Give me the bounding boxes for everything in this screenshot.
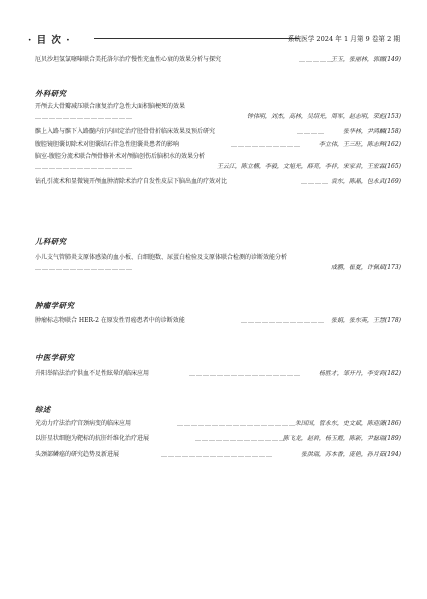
entry-title: 脑室-腹腔分流术联合颅骨修补术对颅脑创伤后脑积水的效果分析 [35, 153, 206, 160]
toc-entry[interactable] [35, 103, 401, 121]
entry-authors: 成鹏，崔夏，许佩斌(173) [330, 264, 401, 271]
toc-entry[interactable] [35, 254, 401, 272]
entry-authors: 张娟，张东英，王慧(178) [330, 317, 401, 324]
entry-leader: ………… [297, 129, 325, 136]
entry-leader: ………………………………… [195, 436, 286, 443]
entry-leader: ………………………………………… [161, 452, 273, 459]
toc-entry[interactable] [35, 420, 401, 428]
entry-authors: 袁东，陈晶，包永武(169) [330, 178, 401, 185]
entry-title: 腹腔镜胆囊切除术对胆囊结石伴急性胆囊炎患者的影响 [35, 141, 180, 148]
entry-leader: …………………………………………… [177, 421, 296, 428]
journal-issue: 系统医学 2024 年 1 月第 9 卷第 2 期 [287, 35, 400, 43]
entry-leader: …………………………………… [35, 164, 133, 171]
entry-leader: …………………………………… [35, 114, 133, 121]
entry-leader: …………………………………… [35, 265, 133, 272]
entry-authors: 张华林，尹鸿麟(158) [342, 128, 401, 135]
section-heading: 综述 [35, 405, 51, 414]
entry-title: 开颅去大骨瓣减压联合康复治疗急性大面积脑梗死的效果 [35, 103, 186, 110]
toc-entry[interactable] [35, 128, 401, 136]
entry-title: 厄贝沙坦氢氯噻嗪联合美托洛尔治疗慢性充血性心衰的效果分析与探究 [35, 56, 222, 63]
toc-entry[interactable] [35, 317, 401, 325]
entry-authors: 李立伟，王三旺，陈志辉(162) [318, 141, 401, 148]
section-heading: 外科研究 [35, 89, 67, 98]
toc-entry[interactable] [35, 141, 401, 149]
entry-authors: 张洪瑞，苏本香，庞艳，孙月茹(194) [300, 451, 401, 458]
entry-title: 小儿支气管肺炎支原体感染的血小板、白细胞数、尿蛋白检验及支原体联合检测的诊断效能分析 [35, 254, 288, 261]
entry-title: 升阳举陷法治疗供血不足性眩晕的临床应用 [35, 370, 150, 377]
entry-leader: …………… [299, 57, 334, 64]
entry-leader: ……………………………… [241, 318, 325, 325]
entry-title: 头颈部鳞癌的研究趋势及新进展 [35, 451, 120, 458]
entry-title: 以肝星状细胞为靶标的抗肝纤维化治疗进展 [35, 435, 150, 442]
entry-title: 肿瘤标志物联合 HER-2 在原发性胃癌患者中的诊断效能 [35, 317, 185, 324]
entry-leader: ………………………………………… [189, 371, 301, 378]
header-rule [94, 38, 299, 39]
toc-entry[interactable] [35, 178, 401, 186]
section-heading: 肿瘤学研究 [35, 301, 75, 310]
entry-authors: 杨胜才，邹开丹，李安莉(182) [318, 370, 401, 377]
entry-title: 髌上入路与髌下入路髓内钉内固定治疗胫骨骨折临床效果及预后研究 [35, 128, 216, 135]
toc-entry[interactable] [35, 435, 401, 443]
toc-entry[interactable] [35, 56, 401, 64]
toc-title: · 目 次 · [28, 35, 71, 46]
entry-leader: ………… [301, 179, 329, 186]
entry-authors: 王玉，张丽林，郭娜(149) [330, 56, 401, 63]
page-header [28, 32, 400, 46]
entry-title: 光动力疗法治疗宫颈病变的临床应用 [35, 420, 132, 427]
toc-entry[interactable] [35, 451, 401, 459]
toc-entry[interactable] [35, 370, 401, 378]
entry-authors: 钟伟明，刘杰，高林，吴绍光，周军，赵志明，荣彪(153) [246, 113, 401, 120]
entry-title: 钻孔引流术和显微镜开颅血肿清除术治疗自发性皮层下脑出血的疗效对比 [35, 178, 228, 185]
toc-entry[interactable] [35, 153, 401, 171]
entry-leader: ………………………… [231, 142, 301, 149]
entry-authors: 王云江，陈立楠，李毅，文旭光，薛亮，李祥，宋家君，王宏霖(165) [216, 163, 401, 170]
entry-authors: 朱国国，管永东，史文斌，陈迎潇(186) [294, 420, 401, 427]
section-heading: 中医学研究 [35, 353, 75, 362]
entry-authors: 陈飞龙，赵岩，杨玉霞，陈新，尹磊瑞(189) [282, 435, 401, 442]
section-heading: 儿科研究 [35, 237, 67, 246]
